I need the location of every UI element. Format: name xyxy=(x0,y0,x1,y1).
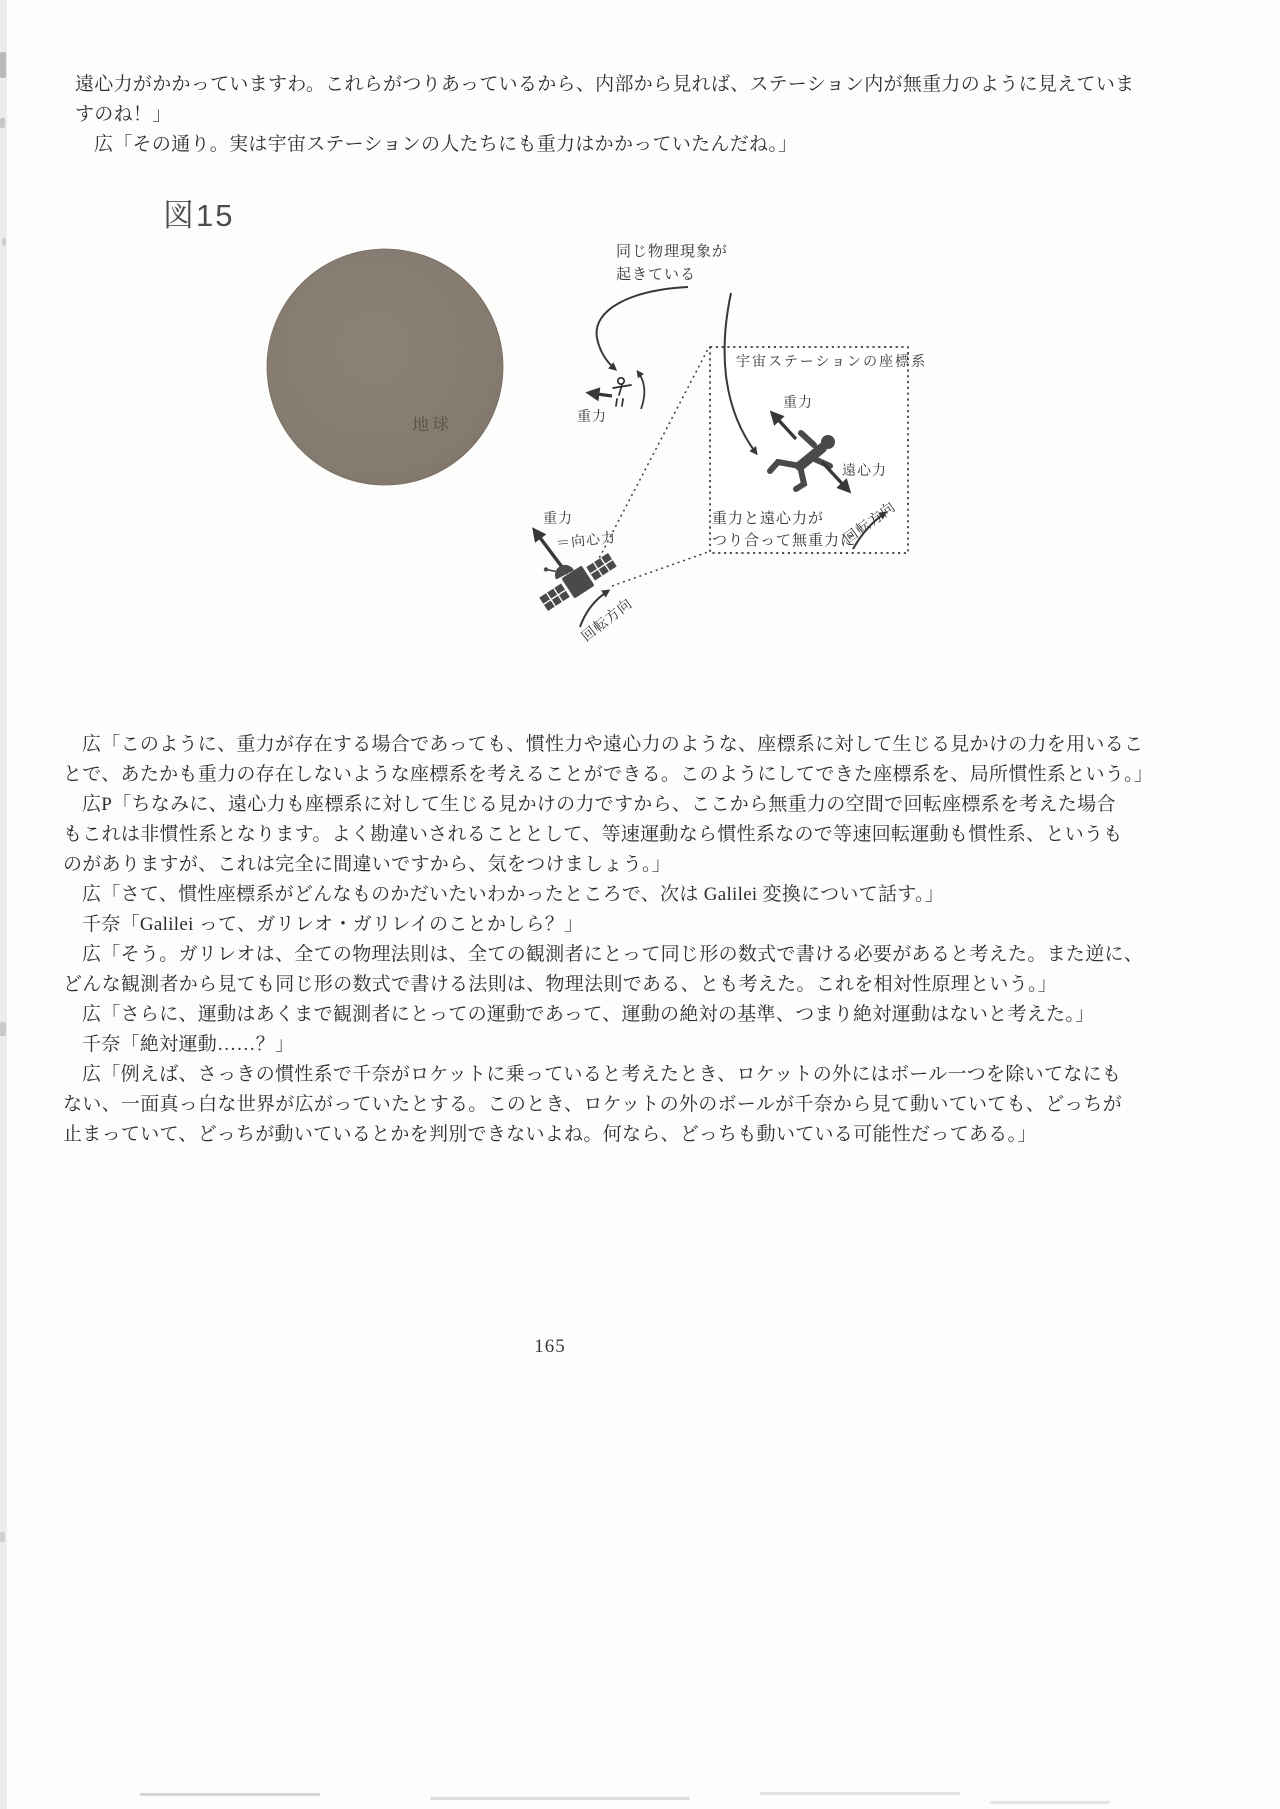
scan-mark xyxy=(760,1792,960,1795)
scan-smudge xyxy=(0,52,6,78)
body-text-block xyxy=(63,730,1153,1150)
balance-label-line2: つり合って無重力に xyxy=(712,531,857,549)
balance-label-line1: 重力と遠心力が xyxy=(712,509,825,527)
gravity-label-satellite: 重力 xyxy=(543,511,573,527)
text-line: 広「その通り。実は宇宙ステーションの人たちにも重力はかかっていたんだね。」 xyxy=(94,134,798,155)
text-line: すのね！」 xyxy=(75,104,172,125)
text-line: もこれは非慣性系となります。よく勘違いされることとして、等速運動なら慣性系なので等速回転運動も慣性系、というも xyxy=(63,824,1123,845)
page-number: 165 xyxy=(534,1336,566,1357)
earth-label: 地球 xyxy=(411,414,453,436)
gravity-arrow-person xyxy=(590,393,612,396)
earth-circle xyxy=(267,249,503,485)
person-figure xyxy=(613,378,631,406)
scan-smudge xyxy=(0,1022,6,1036)
top-text-block xyxy=(75,70,1134,160)
text-line: 千奈「Galilei って、ガリレオ・ガリレイのことかしら？」 xyxy=(82,914,584,935)
scan-smudge xyxy=(2,238,6,246)
scan-mark xyxy=(990,1801,1110,1804)
annotation-arrow-to-person xyxy=(597,287,688,369)
scan-mark xyxy=(430,1797,690,1800)
rotation-label-box: 回転方向 xyxy=(841,498,899,548)
annotation-label-line1: 同じ物理現象が xyxy=(616,242,729,260)
gravity-label-box: 重力 xyxy=(783,395,813,411)
text-line: のがありますが、これは完全に間違いですから、気をつけましょう。」 xyxy=(63,854,672,875)
text-line: どんな観測者から見ても同じ形の数式で書ける法則は、物理法則である、とも考えた。これを相対性原理という。」 xyxy=(63,974,1058,995)
text-line: 広P「ちなみに、遠心力も座標系に対して生じる見かけの力ですから、ここから無重力の空間で回転座標系を考えた場合 xyxy=(82,794,1116,815)
text-line: 広「このように、重力が存在する場合であっても、慣性力や遠心力のような、座標系に対して生じる見かけの力を用いるこ xyxy=(82,734,1144,755)
scan-smudge xyxy=(0,1532,5,1542)
figure-15-drawing xyxy=(250,235,950,675)
text-line: とで、あたかも重力の存在しないような座標系を考えることができる。このようにしてできた座標系を、局所慣性系という。」 xyxy=(63,764,1154,785)
centripetal-label: ＝向心力 xyxy=(555,529,617,553)
text-line: ない、一面真っ白な世界が広がっていたとする。このとき、ロケットの外のボールが千奈から見て動いていても、どっちが xyxy=(63,1094,1123,1115)
rotation-label-satellite: 回転方向 xyxy=(578,595,636,646)
text-line: 止まっていて、どっちが動いているとかを判別できないよね。何なら、どっちも動いている可能性だってある。」 xyxy=(63,1124,1037,1145)
centrifugal-label: 遠心力 xyxy=(842,463,887,479)
text-line: 広「さらに、運動はあくまで観測者にとっての運動であって、運動の絶対の基準、つまり絶対運動はないと考えた。」 xyxy=(82,1004,1095,1025)
figure-title: 図15 xyxy=(163,198,235,233)
scan-smudge xyxy=(0,118,5,128)
text-line: 遠心力がかかっていますわ。これらがつりあっているから、内部から見れば、ステーション内が無重力のように見えていま xyxy=(75,74,1135,95)
text-line: 千奈「絶対運動……？」 xyxy=(82,1034,295,1055)
scan-mark xyxy=(140,1793,320,1796)
gravity-label-person: 重力 xyxy=(577,409,607,425)
annotation-label-line2: 起きている xyxy=(616,265,697,283)
station-frame-title: 宇宙ステーションの座標系 xyxy=(736,354,928,370)
text-line: 広「さて、慣性座標系がどんなものかだいたいわかったところで、次は Galilei 変換について話す。」 xyxy=(82,884,945,905)
callout-dotted-line xyxy=(612,552,708,586)
text-line: 広「そう。ガリレオは、全ての物理法則は、全ての観測者にとって同じ形の数式で書ける必要があると考えた。また逆に、 xyxy=(82,944,1144,965)
text-line: 広「例えば、さっきの慣性系で千奈がロケットに乗っていると考えたとき、ロケットの外にはボール一つを除いてなにも xyxy=(82,1064,1122,1085)
motion-arrow-person xyxy=(638,372,644,409)
